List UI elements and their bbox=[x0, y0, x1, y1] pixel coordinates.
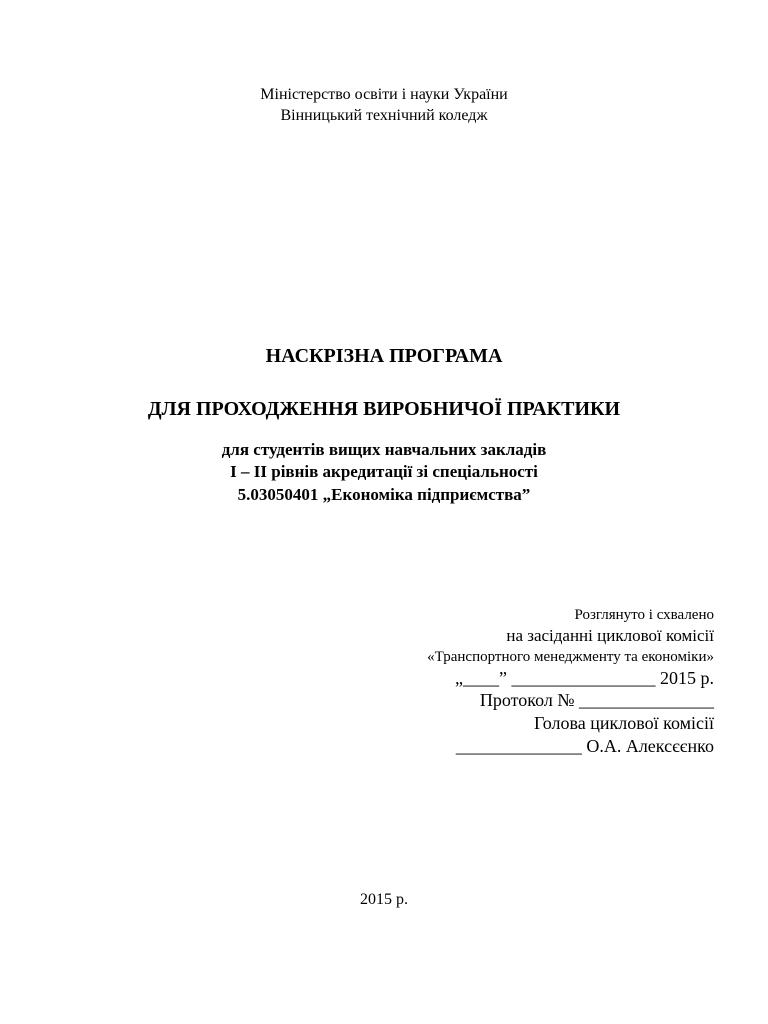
approval-head-title: Голова циклової комісії bbox=[533, 713, 714, 733]
approval-commission-name: «Транспортного менеджменту та економіки» bbox=[427, 649, 714, 665]
subtitle-line2: І – ІІ рівнів акредитації зі спеціальності bbox=[230, 462, 538, 481]
approval-meeting: на засіданні циклової комісії bbox=[506, 626, 714, 645]
subtitle-specialty: 5.03050401 „Економіка підприємства” bbox=[237, 485, 531, 504]
approval-reviewed: Розглянуто і схвалено bbox=[574, 607, 714, 623]
approval-head-signature: ______________ О.А. Алексєєнко bbox=[455, 736, 714, 756]
ministry-name: Міністерство освіти і науки України bbox=[260, 86, 508, 103]
approval-protocol-line: Протокол № _______________ bbox=[479, 690, 714, 710]
document-title: НАСКРІЗНА ПРОГРАМА bbox=[265, 345, 503, 367]
document-title-line2: ДЛЯ ПРОХОДЖЕННЯ ВИРОБНИЧОЇ ПРАКТИКИ bbox=[147, 398, 621, 420]
footer-year: 2015 р. bbox=[360, 891, 408, 908]
approval-date-line: „____” ________________ 2015 р. bbox=[455, 668, 714, 688]
college-name: Вінницький технічний коледж bbox=[280, 107, 488, 124]
subtitle-line1: для студентів вищих навчальних закладів bbox=[221, 440, 547, 459]
